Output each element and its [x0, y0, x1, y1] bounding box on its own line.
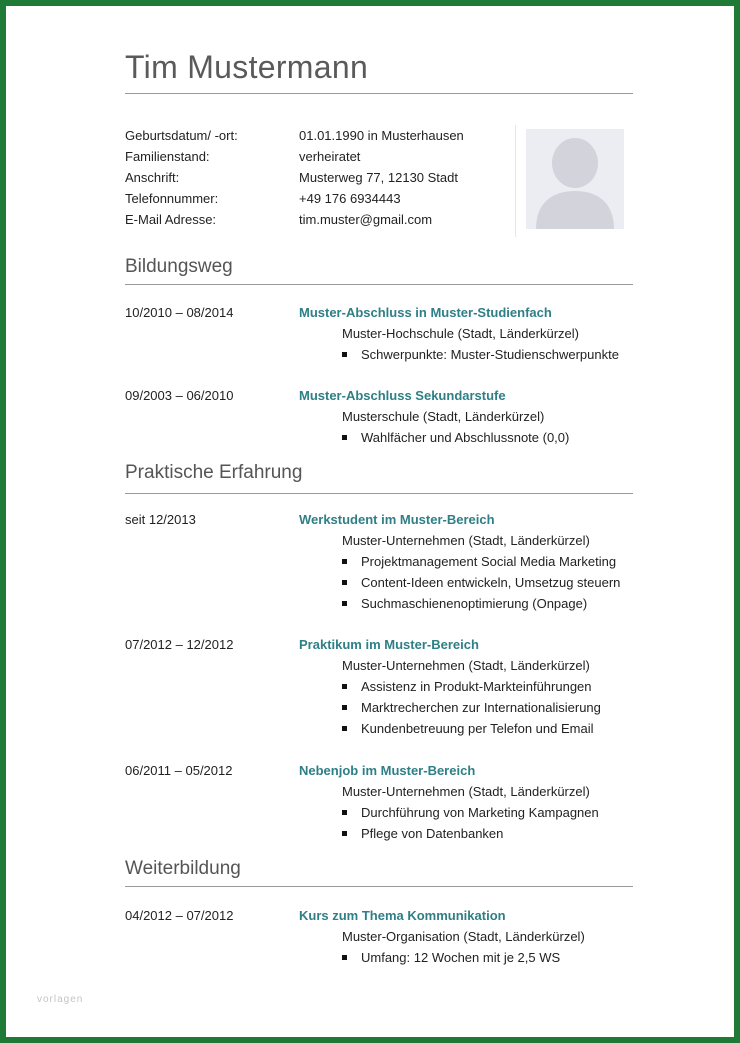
profile-photo	[515, 125, 626, 237]
bullet-icon	[342, 684, 347, 689]
entry-date: 06/2011 – 05/2012	[125, 763, 233, 778]
label-address: Anschrift:	[125, 170, 180, 185]
bullet-text: Schwerpunkte: Muster-Studienschwerpunkte	[361, 347, 619, 362]
bullet-text: Pflege von Datenbanken	[361, 826, 504, 841]
entry-org: Muster-Unternehmen (Stadt, Länderkürzel)	[342, 658, 590, 673]
value-phone: +49 176 6934443	[299, 191, 401, 206]
entry-org: Muster-Unternehmen (Stadt, Länderkürzel)	[342, 533, 590, 548]
entry-date: 10/2010 – 08/2014	[125, 305, 234, 320]
value-email: tim.muster@gmail.com	[299, 212, 433, 227]
bullet-text: Content-Ideen entwickeln, Umsetzug steuern	[361, 575, 621, 590]
entry-bullet	[342, 554, 616, 569]
entry-bullet	[342, 575, 620, 590]
watermark: vorlagen	[37, 994, 84, 1005]
entry-title: Nebenjob im Muster-Bereich	[299, 763, 476, 778]
bullet-text: Durchführung von Marketing Kampagnen	[361, 805, 599, 820]
entry-date: 04/2012 – 07/2012	[125, 908, 234, 923]
bullet-text: Kundenbetreuung per Telefon und Email	[361, 721, 594, 736]
entry-org: Muster-Hochschule (Stadt, Länderkürzel)	[342, 326, 579, 341]
entry-date: seit 12/2013	[125, 512, 196, 527]
bullet-text: Umfang: 12 Wochen mit je 2,5 WS	[361, 950, 561, 965]
entry-bullet	[342, 596, 587, 611]
section-rule	[125, 886, 633, 887]
label-marital: Familienstand:	[125, 149, 210, 164]
bullet-icon	[342, 705, 347, 710]
bullet-icon	[342, 955, 347, 960]
entry-title: Werkstudent im Muster-Bereich	[299, 512, 495, 527]
bullet-icon	[342, 580, 347, 585]
label-email: E-Mail Adresse:	[125, 212, 217, 227]
entry-title: Praktikum im Muster-Bereich	[299, 637, 479, 652]
section-heading-experience: Praktische Erfahrung	[125, 462, 303, 483]
bullet-icon	[342, 559, 347, 564]
bullet-icon	[342, 601, 347, 606]
bullet-icon	[342, 810, 347, 815]
entry-bullet	[342, 805, 599, 820]
bullet-icon	[342, 352, 347, 357]
bullet-text: Suchmaschienenoptimierung (Onpage)	[361, 596, 588, 611]
value-marital: verheiratet	[299, 149, 361, 164]
section-heading-education: Bildungsweg	[125, 256, 233, 277]
bullet-icon	[342, 726, 347, 731]
entry-bullet	[342, 826, 503, 841]
bullet-text: Projektmanagement Social Media Marketing	[361, 554, 617, 569]
cv-name: Tim Mustermann	[125, 49, 369, 85]
entry-org: Muster-Organisation (Stadt, Länderkürzel)	[342, 929, 585, 944]
entry-org: Muster-Unternehmen (Stadt, Länderkürzel)	[342, 784, 590, 799]
entry-date: 09/2003 – 06/2010	[125, 388, 234, 403]
bullet-text: Assistenz in Produkt-Markteinführungen	[361, 679, 592, 694]
bullet-icon	[342, 435, 347, 440]
entry-bullet	[342, 679, 592, 694]
value-address: Musterweg 77, 12130 Stadt	[299, 170, 458, 185]
entry-title: Muster-Abschluss Sekundarstufe	[299, 388, 506, 403]
header-rule	[125, 93, 633, 94]
label-birth: Geburtsdatum/ -ort:	[125, 128, 238, 143]
label-phone: Telefonnummer:	[125, 191, 219, 206]
entry-title: Kurs zum Thema Kommunikation	[299, 908, 506, 923]
entry-bullet	[342, 430, 569, 445]
entry-bullet	[342, 347, 619, 362]
entry-bullet	[342, 950, 560, 965]
entry-title: Muster-Abschluss in Muster-Studienfach	[299, 305, 552, 320]
entry-date: 07/2012 – 12/2012	[125, 637, 234, 652]
section-rule	[125, 284, 633, 285]
section-rule	[125, 493, 633, 494]
bullet-text: Marktrecherchen zur Internationalisierung	[361, 700, 601, 715]
person-silhouette-icon	[526, 129, 624, 229]
value-birth: 01.01.1990 in Musterhausen	[299, 128, 464, 143]
bullet-icon	[342, 831, 347, 836]
section-heading-training: Weiterbildung	[125, 858, 241, 879]
entry-bullet	[342, 721, 594, 736]
entry-bullet	[342, 700, 601, 715]
bullet-text: Wahlfächer und Abschlussnote (0,0)	[361, 430, 570, 445]
entry-org: Musterschule (Stadt, Länderkürzel)	[342, 409, 545, 424]
